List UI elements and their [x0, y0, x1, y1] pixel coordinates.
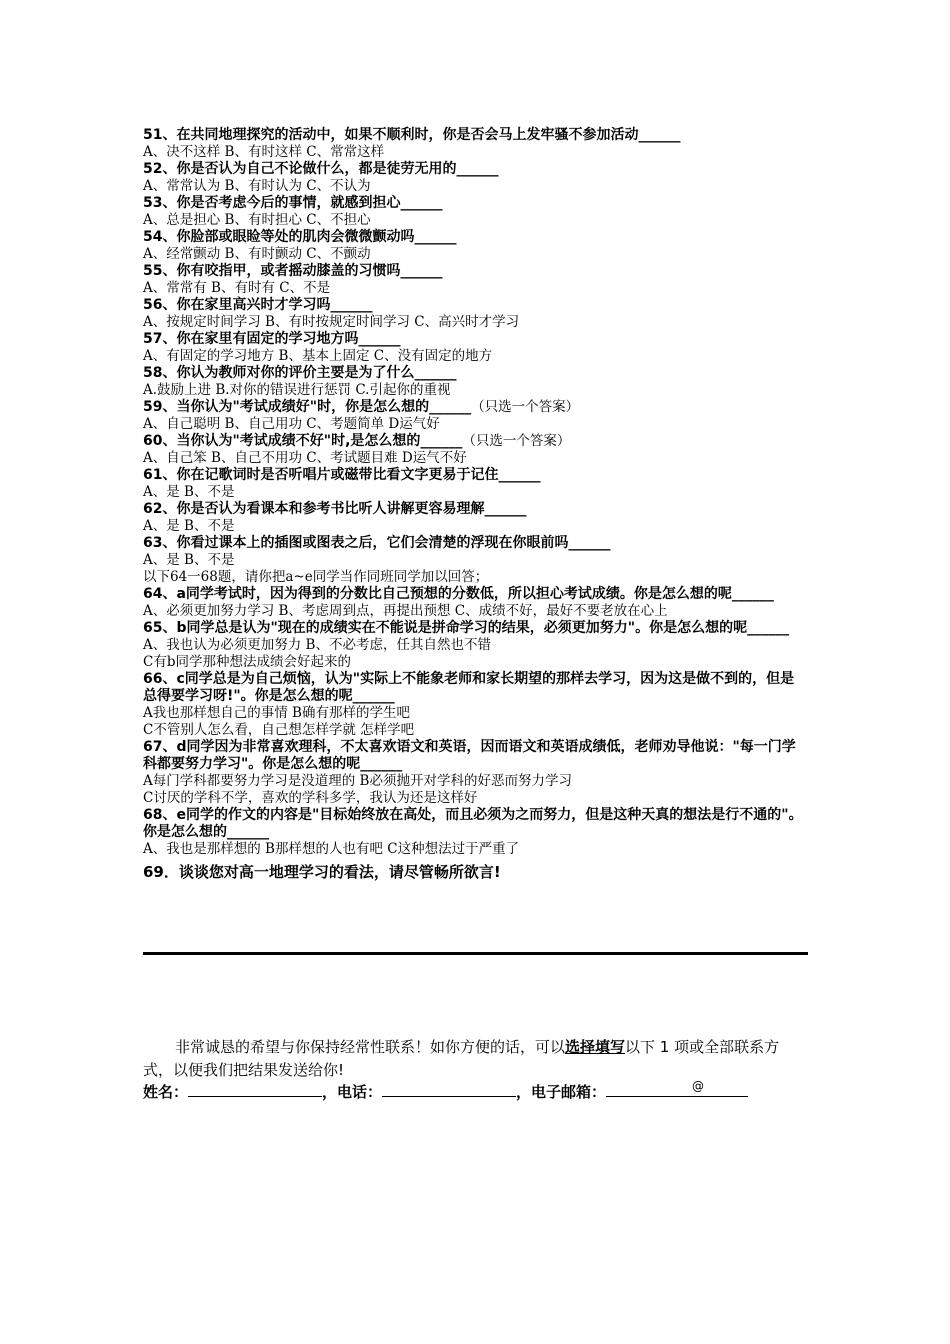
answer-options: A、必须更加努力学习 B、考虑周到点，再提出预想 C、成绩不好，最好不要老放在心上	[143, 603, 668, 619]
question-text	[143, 501, 808, 518]
question-stem: 51、在共同地理探究的活动中，如果不顺利时，你是否会马上发牢骚不参加活动______	[143, 127, 681, 143]
question-note: （只选一个答案）	[471, 399, 580, 415]
answer-options: A、是 B、不是	[143, 518, 235, 534]
question-stem: 52、你是否认为自己不论做什么，都是徒劳无用的______	[143, 161, 499, 177]
name-blank[interactable]	[188, 1082, 322, 1097]
answer-options: C讨厌的学科不学，喜欢的学科多学，我认为还是这样好	[143, 790, 478, 806]
question-stem: 63、你看过课本上的插图或图表之后，它们会清楚的浮现在你眼前吗______	[143, 535, 611, 551]
answer-options: A、自己笨 B、自己不用功 C、考试题目难 D运气不好	[143, 450, 467, 466]
closing-emphasis: 选择填写	[565, 1038, 626, 1056]
question-text	[143, 127, 808, 144]
answer-options: A、决不这样 B、有时这样 C、常常这样	[143, 144, 385, 160]
name-label: 姓名：	[143, 1083, 189, 1101]
answer-options: A、我也是那样想的 B那样想的人也有吧 C这种想法过于严重了	[143, 841, 520, 857]
answer-options: A、有固定的学习地方 B、基本上固定 C、没有固定的地方	[143, 348, 493, 364]
question-stem: 59、当你认为"考试成绩好"时，你是怎么想的______	[143, 399, 472, 415]
question-text	[143, 229, 808, 246]
closing-paragraph	[143, 1036, 808, 1082]
question-text	[143, 807, 808, 841]
email-label: ，电子邮箱：	[516, 1083, 607, 1101]
question-text	[143, 297, 808, 314]
answer-options: C不管别人怎么看，自己想怎样学就 怎样学吧	[143, 722, 415, 738]
answer-options: A、总是担心 B、有时担心 C、不担心	[143, 212, 371, 228]
answer-options: A、自己聪明 B、自己用功 C、考题简单 D运气好	[143, 416, 440, 432]
question-text	[143, 365, 808, 382]
answer-options: A、常常认为 B、有时认为 C、不认为	[143, 178, 371, 194]
answer-options: C有b同学那种想法成绩会好起来的	[143, 654, 351, 670]
answer-options: A、我也认为必须更加努力 B、不必考虑，任其自然也不错	[143, 637, 491, 653]
email-blank[interactable]	[606, 1079, 748, 1097]
question-stem: 58、你认为教师对你的评价主要是为了什么______	[143, 365, 457, 381]
question-text	[143, 399, 808, 416]
phone-label: ，电话：	[322, 1083, 383, 1101]
question-text	[143, 195, 808, 212]
answer-options: A、常常有 B、有时有 C、不是	[143, 280, 331, 296]
question-note: （只选一个答案）	[462, 433, 571, 449]
answer-options: A、是 B、不是	[143, 552, 235, 568]
question-text	[143, 535, 808, 552]
question-stem: 53、你是否考虑今后的事情，就感到担心______	[143, 195, 443, 211]
phone-blank[interactable]	[382, 1082, 516, 1097]
question-stem: 65、b同学总是认为"现在的成绩实在不能说是拼命学习的结果，必须更加努力"。你是怎么想的呢______	[143, 620, 790, 636]
question-text	[143, 739, 808, 773]
question-stem: 62、你是否认为看课本和参考书比听人讲解更容易理解______	[143, 501, 527, 517]
question-stem: 56、你在家里高兴时才学习吗______	[143, 297, 373, 313]
at-symbol: @	[692, 1079, 705, 1093]
question-stem: 64、a同学考试时，因为得到的分数比自己预想的分数低，所以担心考试成绩。你是怎么想的呢______	[143, 586, 774, 602]
divider-line	[143, 952, 808, 955]
question-text	[143, 620, 808, 637]
answer-options: A.鼓励上进 B.对你的错误进行惩罚 C.引起你的重视	[143, 382, 451, 398]
question-stem: 57、你在家里有固定的学习地方吗______	[143, 331, 401, 347]
question-list-51-63	[143, 127, 808, 569]
question-stem: 67、d同学因为非常喜欢理科，不太喜欢语文和英语，因而语文和英语成绩低，老师劝导他说："每一门学科都要努力学习"。你是怎么想的呢______	[143, 739, 796, 772]
answer-options: A每门学科都要努力学习是没道理的 B必须抛开对学科的好恶而努力学习	[143, 773, 572, 789]
answer-options: A、经常颤动 B、有时颤动 C、不颤动	[143, 246, 371, 262]
question-text	[143, 671, 808, 705]
question-stem: 60、当你认为"考试成绩不好"时,是怎么想的______	[143, 433, 463, 449]
answer-options: A我也那样想自己的事情 B确有那样的学生吧	[143, 705, 410, 721]
question-text	[143, 467, 808, 484]
question-text	[143, 586, 808, 603]
closing-text-before: 非常诚恳的希望与你保持经常性联系！如你方便的话，可以	[175, 1038, 566, 1056]
question-stem: 68、e同学的作文的内容是"目标始终放在高处，而且必须为之而努力，但是这种天真的想法是行不通的"。你是怎么想的______	[143, 807, 803, 840]
answer-options: A、是 B、不是	[143, 484, 235, 500]
questionnaire-body	[143, 127, 808, 882]
closing-text-after: 以下 1 项或全部联系方式，以便我们把结果发送给你!	[143, 1038, 780, 1079]
question-text	[143, 263, 808, 280]
question-stem: 61、你在记歌词时是否听唱片或磁带比看文字更易于记住______	[143, 467, 541, 483]
question-stem: 55、你有咬指甲，或者摇动膝盖的习惯吗______	[143, 263, 443, 279]
contact-form	[143, 1079, 808, 1102]
question-list-64-68	[143, 586, 808, 858]
question-text	[143, 433, 808, 450]
section-intro: 以下64一68题，请你把a~e同学当作同班同学加以回答；	[143, 569, 489, 585]
question-stem: 66、c同学总是为自己烦恼，认为"实际上不能象老师和家长期望的那样去学习，因为这是做不到的，但是总得要学习呀!"。你是怎么想的呢______	[143, 671, 795, 704]
question-69: 69．谈谈您对高一地理学习的看法，请尽管畅所欲言!	[143, 863, 501, 881]
question-text	[143, 161, 808, 178]
question-text	[143, 331, 808, 348]
question-stem: 54、你脸部或眼睑等处的肌肉会微微颤动吗______	[143, 229, 457, 245]
answer-options: A、按规定时间学习 B、有时按规定时间学习 C、高兴时才学习	[143, 314, 520, 330]
